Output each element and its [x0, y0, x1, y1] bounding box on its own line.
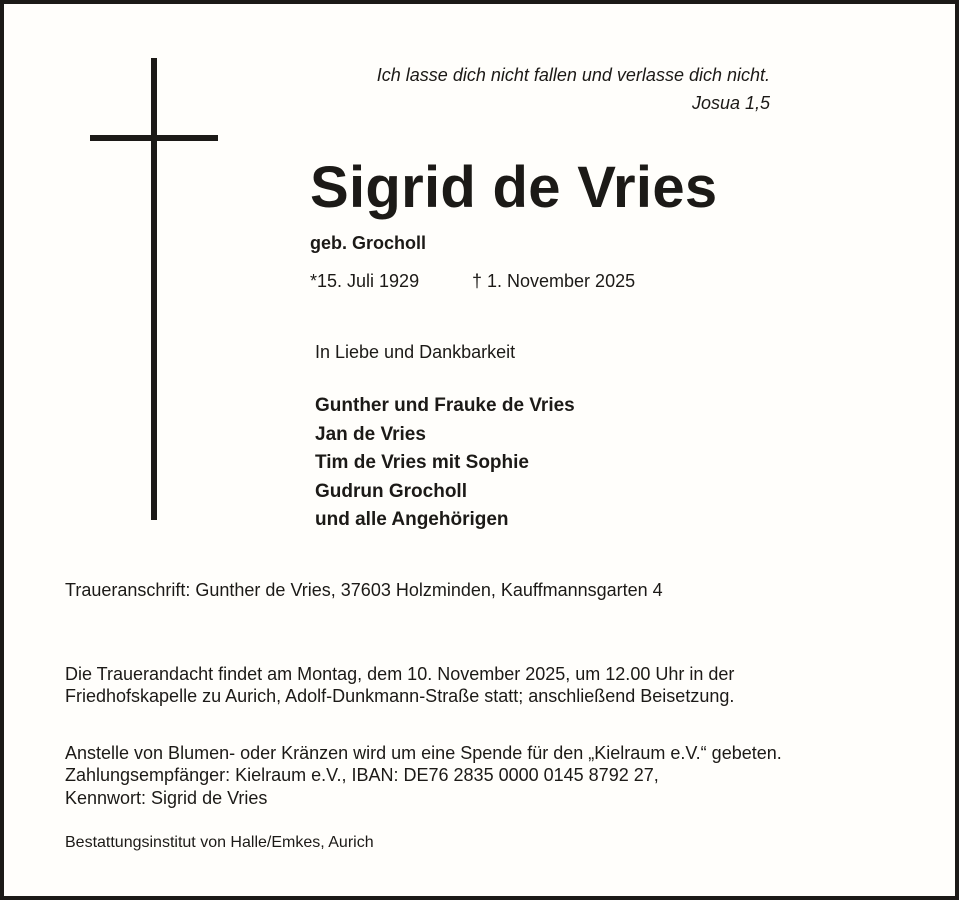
mourner-name: Gudrun Grocholl	[315, 480, 467, 502]
mourner-name: Gunther und Frauke de Vries	[315, 395, 575, 416]
mourner-name: und alle Angehörigen	[315, 509, 509, 530]
mourners-intro: In Liebe und Dankbarkeit	[315, 342, 516, 362]
bible-quote-source: Josua 1,5	[691, 93, 770, 113]
undertaker-credit: Bestattungsinstitut von Halle/Emkes, Aurich	[65, 834, 374, 851]
birth-name: geb. Grocholl	[310, 233, 427, 253]
cross-icon	[90, 58, 218, 520]
mourner-name: Tim de Vries mit Sophie	[315, 452, 529, 473]
donation-reference-line: Kennwort: Sigrid de Vries	[65, 788, 268, 808]
cross-horizontal-bar	[90, 135, 218, 141]
service-text-line: Friedhofskapelle zu Aurich, Adolf-Dunkmann-Straße statt; anschließend Beisetzung.	[65, 686, 735, 706]
mourners-list	[315, 392, 575, 535]
death-date: † 1. November 2025	[472, 271, 636, 291]
donation-text-line: Anstelle von Blumen- oder Kränzen wird um eine Spende für den „Kielraum e.V.“ gebeten.	[65, 743, 782, 763]
birth-date: *15. Juli 1929	[310, 271, 420, 291]
cross-vertical-bar	[151, 58, 157, 520]
donation-iban-line: Zahlungsempfänger: Kielraum e.V., IBAN: DE76 2835 0000 0145 8792 27,	[65, 765, 659, 785]
mourner-name: Jan de Vries	[315, 423, 426, 445]
bible-quote: Ich lasse dich nicht fallen und verlasse dich nicht.	[376, 65, 770, 85]
service-text-line: Die Trauerandacht findet am Montag, dem 10. November 2025, um 12.00 Uhr in der	[65, 664, 735, 684]
deceased-name: Sigrid de Vries	[310, 155, 718, 220]
mourning-address: Traueranschrift: Gunther de Vries, 37603 Holzminden, Kauffmannsgarten 4	[65, 580, 663, 600]
